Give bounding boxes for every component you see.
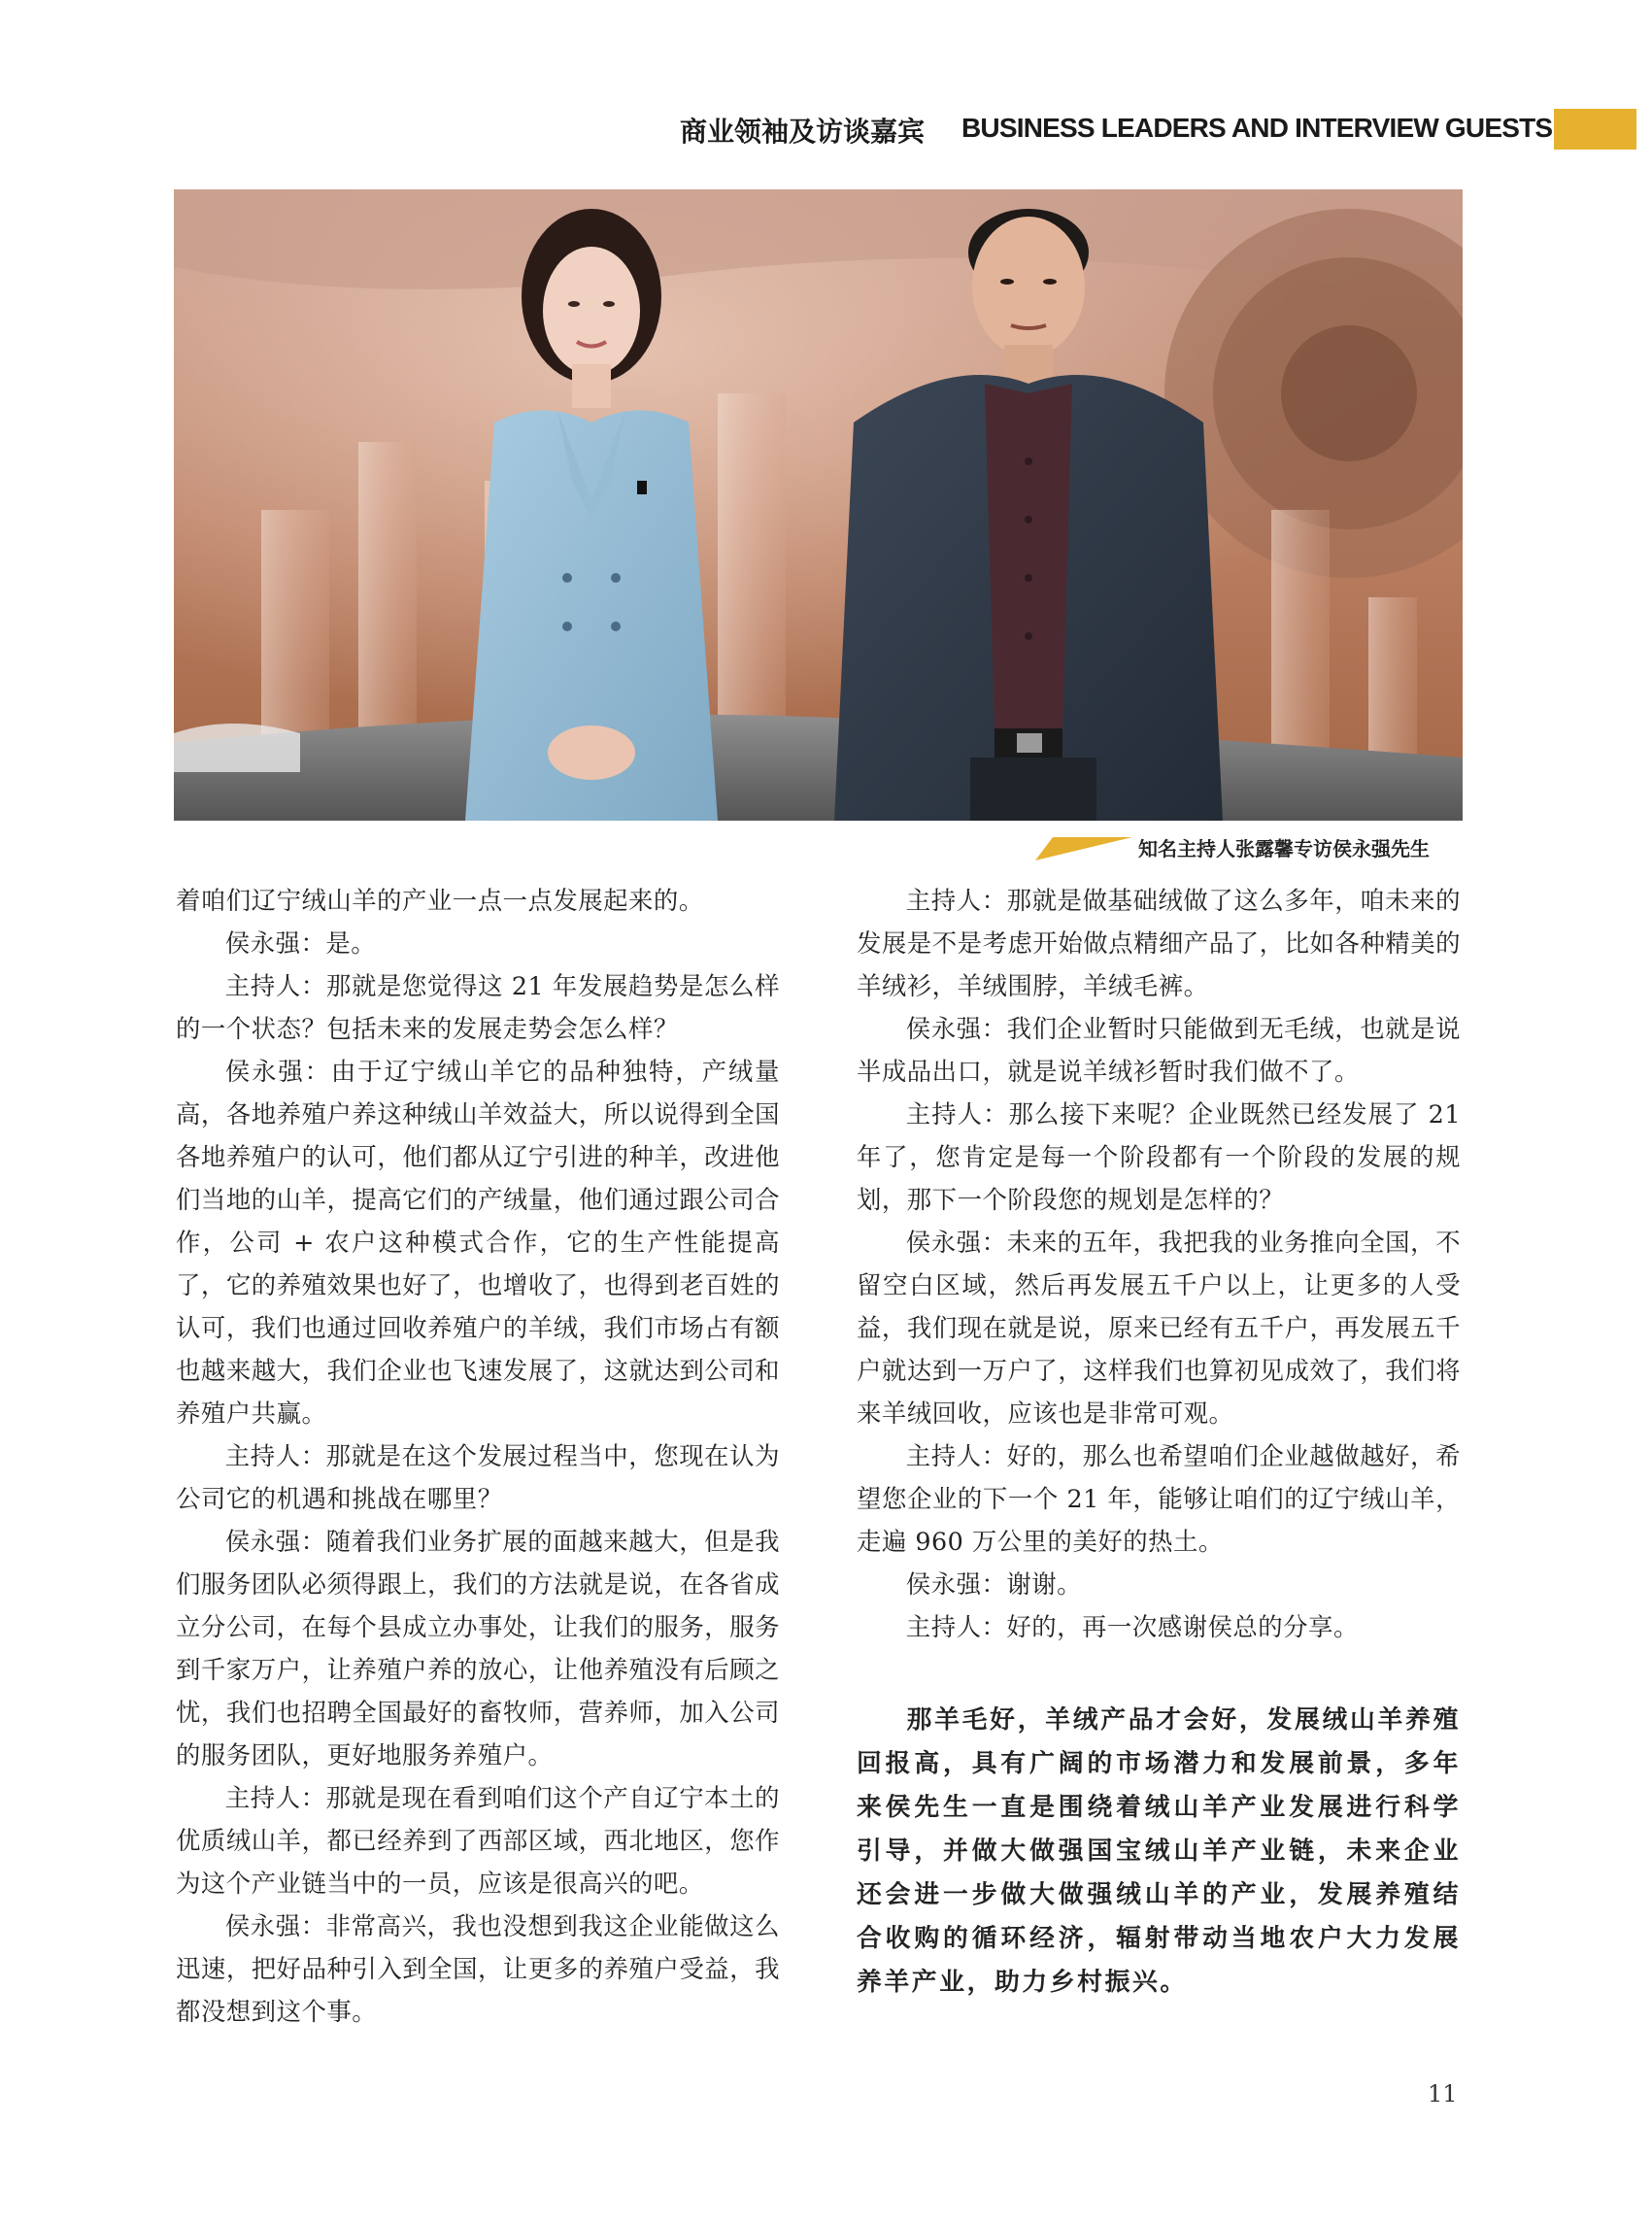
interview-photo [174,189,1463,821]
paragraph: 侯永强：非常高兴，我也没想到我这企业能做这么迅速，把好品种引入到全国，让更多的养殖户受益，我都没想到这个事。 [176,1911,780,2026]
paragraph: 着咱们辽宁绒山羊的产业一点一点发展起来的。 [176,886,704,915]
section-title-cn: 商业领袖及访谈嘉宾 [680,116,926,148]
paragraph: 主持人：那就是做基础绒做了这么多年，咱未来的发展是不是考虑开始做点精细产品了，比如各种精美的羊绒衫，羊绒围脖，羊绒毛裤。 [857,886,1461,1000]
paragraph: 侯永强：随着我们业务扩展的面越来越大，但是我们服务团队必须得跟上，我们的方法就是说，在各省成立分公司，在每个县成立办事处，让我们的服务，服务到千家万户，让养殖户养的放心，让他养殖没有后顾之忧，我们也招聘全国最好的畜牧师，营养师，加入公司的服务团队，更好地服务养殖户。 [176,1527,780,1770]
paragraph: 侯永强：是。 [224,928,377,958]
paragraph: 主持人：好的，再一次感谢侯总的分享。 [905,1612,1359,1641]
paragraph: 主持人：那就是在这个发展过程当中，您现在认为公司它的机遇和挑战在哪里？ [176,1441,780,1513]
paragraph: 侯永强：我们企业暂时只能做到无毛绒，也就是说半成品出口，就是说羊绒衫暂时我们做不了。 [857,1014,1461,1086]
page-header [0,105,1652,152]
photo-of-host-and-guest-icon [174,189,1463,821]
paragraph: 侯永强：谢谢。 [905,1569,1083,1599]
paragraph: 主持人：那就是您觉得这 21 年发展趋势是怎么样的一个状态？包括未来的发展走势会怎么样？ [176,971,780,1043]
paragraph: 侯永强：未来的五年，我把我的业务推向全国，不留空白区域，然后再发展五千户以上，让更多的人受益，我们现在就是说，原来已经有五千户，再发展五千户就达到一万户了，这样我们也算初见成效了，我们将来羊绒回收，应该也是非常可观。 [857,1228,1461,1428]
right-column [857,879,1461,2005]
paragraph: 侯永强：由于辽宁绒山羊它的品种独特，产绒量高，各地养殖户养这种绒山羊效益大，所以说得到全国各地养殖户的认可，他们都从辽宁引进的种羊，改进他们当地的山羊，提高它们的产绒量，他们通过跟公司合作，公司 + 农户这种模式合作，它的生产性能提高了，它的养殖效果也好了，也增收了，也得到老百姓的认可，我们也通过回收养殖户的羊绒，我们市场占有额也越来越大，我们企业也飞速发展了，这就达到公司和养殖户共赢。 [176,1057,780,1428]
page-number: 11 [1428,2080,1458,2107]
paragraph: 主持人：那么接下来呢？企业既然已经发展了 21 年了，您肯定是每一个阶段都有一个阶段的发展的规划，那下一个阶段您的规划是怎样的？ [857,1099,1461,1214]
paragraph: 主持人：那就是现在看到咱们这个产自辽宁本土的优质绒山羊，都已经养到了西部区域，西北地区，您作为这个产业链当中的一员，应该是很高兴的吧。 [176,1783,780,1898]
photo-caption [1029,833,1467,868]
section-title-en: BUSINESS LEADERS AND INTERVIEW GUESTS [961,113,1553,143]
left-column [176,879,780,2033]
header-accent-bar [1554,109,1636,150]
caption-marker-icon [1035,837,1132,860]
caption-text: 知名主持人张露馨专访侯永强先生 [1138,837,1430,860]
paragraph: 主持人：好的，那么也希望咱们企业越做越好，希望您企业的下一个 21 年，能够让咱们的辽宁绒山羊，走遍 960 万公里的美好的热土。 [857,1441,1461,1556]
summary-paragraph: 那羊毛好，羊绒产品才会好，发展绒山羊养殖回报高，具有广阔的市场潜力和发展前景，多年来侯先生一直是围绕着绒山羊产业发展进行科学引导，并做大做强国宝绒山羊产业链，未来企业还会进一步做大做强绒山羊的产业，发展养殖结合收购的循环经济，辐射带动当地农户大力发展养羊产业，助力乡村振兴。 [857,1705,1461,1997]
